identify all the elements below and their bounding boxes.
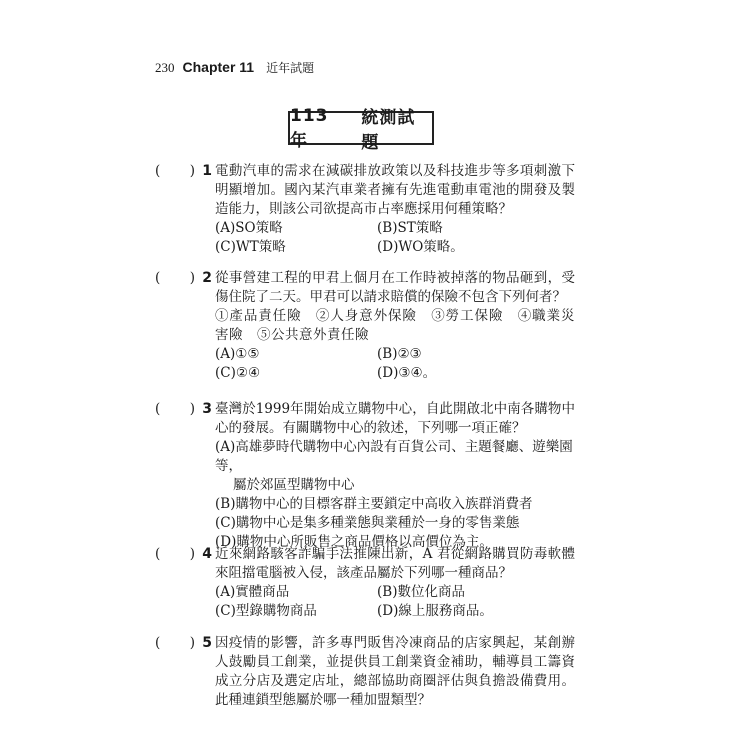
- answer-blank[interactable]: ( ): [155, 546, 195, 562]
- option-a: (A)①⑤: [215, 346, 260, 362]
- exam-title: [288, 105, 434, 153]
- question-number: 1: [202, 163, 212, 179]
- answer-blank[interactable]: ( ): [155, 635, 195, 651]
- option-a: (A)高雄夢時代購物中心內設有百貨公司、主題餐廳、遊樂園等，: [215, 439, 573, 474]
- option-d: (D)WO策略。: [377, 239, 464, 255]
- answer-blank[interactable]: ( ): [155, 163, 195, 179]
- question-items: ①產品責任險 ②人身意外保險 ③勞工保險 ④職業災害險 ⑤公共意外責任險: [215, 308, 575, 343]
- section-label: 近年試題: [266, 61, 315, 75]
- answer-blank[interactable]: ( ): [155, 401, 195, 417]
- option-c: (C)②④: [215, 365, 261, 381]
- answer-blank[interactable]: ( ): [155, 270, 195, 286]
- question-stem: 近來網路駭客詐騙手法推陳出新，A 君從網路購買防毒軟體來阻擋電腦被入侵，該產品屬於下列哪一種商品？: [215, 546, 575, 581]
- exam-name: 統測試題: [361, 108, 416, 153]
- option-d: (D)線上服務商品。: [377, 603, 493, 619]
- option-d: (D)③④。: [377, 365, 437, 381]
- chapter-label: Chapter 11: [182, 59, 255, 75]
- option-c: (C)型錄購物商品: [215, 603, 317, 619]
- option-a: (A)實體商品: [215, 584, 290, 600]
- question-4: [155, 545, 575, 621]
- page-header: [155, 59, 314, 76]
- options: [215, 438, 575, 552]
- option-d: (D)購物中心所販售之商品價格以高價位為主。: [215, 534, 493, 550]
- question-number: 4: [202, 546, 212, 562]
- question-3: [155, 400, 575, 552]
- question-2: [155, 269, 575, 383]
- exam-year: 113年: [290, 105, 329, 151]
- question-number: 5: [202, 635, 212, 651]
- question-stem: 電動汽車的需求在減碳排放政策以及科技進步等多項刺激下明顯增加。國內某汽車業者擁有先進電動車電池的開發及製造能力，則該公司欲提高市占率應採用何種策略？: [215, 163, 575, 217]
- option-c: (C)WT策略: [215, 239, 286, 255]
- options: [215, 583, 575, 621]
- question-number: 2: [202, 270, 212, 286]
- page-number: 230: [155, 60, 175, 75]
- option-b: (B)購物中心的目標客群主要鎖定中高收入族群消費者: [215, 496, 533, 512]
- question-stem: 從事營建工程的甲君上個月在工作時被掉落的物品砸到，受傷住院了二天。甲君可以請求賠償的保險不包含下列何者？: [215, 270, 575, 305]
- question-number: 3: [202, 401, 212, 417]
- question-stem: 因疫情的影響，許多專門販售冷凍商品的店家興起，某創辦人鼓勵員工創業，並提供員工創業資金補助，輔導員工籌資成立分店及選定店址，總部協助商圈評估與負擔設備費用。此種連鎖型態屬於哪一種加盟類型？: [215, 635, 575, 708]
- option-b: (B)ST策略: [377, 220, 443, 236]
- option-b: (B)②③: [377, 346, 422, 362]
- question-5: [155, 634, 575, 710]
- options: [215, 219, 575, 257]
- option-a-continued: 屬於郊區型購物中心: [233, 477, 355, 493]
- option-b: (B)數位化商品: [377, 584, 465, 600]
- question-1: [155, 162, 575, 257]
- question-stem: 臺灣於1999年開始成立購物中心，自此開啟北中南各購物中心的發展。有關購物中心的敘述，下列哪一項正確？: [215, 401, 575, 436]
- options: [215, 345, 575, 383]
- option-c: (C)購物中心是集多種業態與業種於一身的零售業態: [215, 515, 520, 531]
- option-a: (A)SO策略: [215, 220, 283, 236]
